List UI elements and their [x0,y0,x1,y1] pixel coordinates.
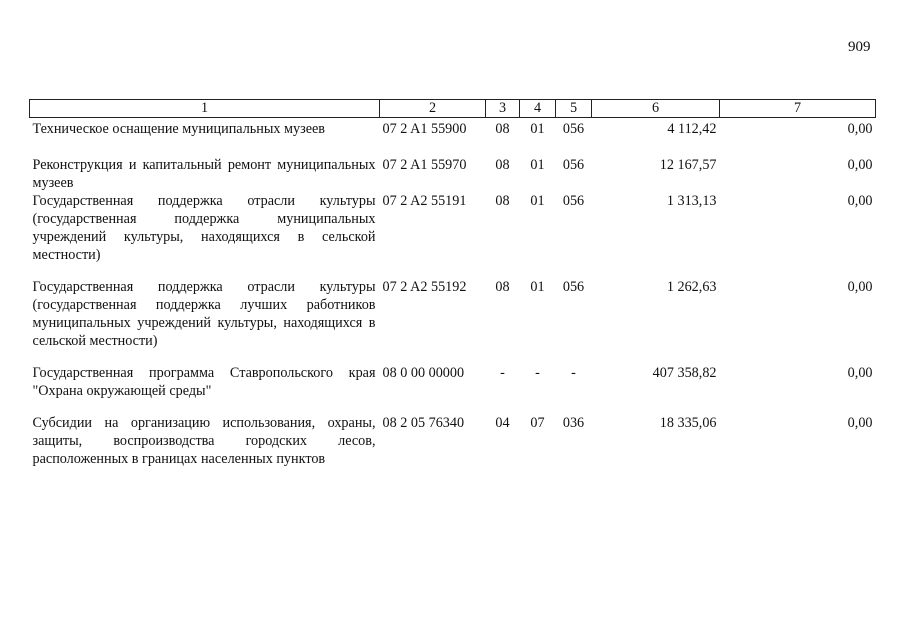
header-cell-6: 6 [592,100,720,118]
row-subsection: 01 [530,121,545,137]
row-section: 08 [495,157,510,173]
row-code: 08 0 00 00000 [382,365,465,381]
row-section: 08 [495,193,510,209]
row-amount: 12 167,57 [659,157,717,173]
row-ministry: 036 [562,415,585,431]
header-cell-3: 3 [486,100,520,118]
table-row [30,414,876,474]
header-row [30,100,876,118]
row-subsection: - [535,365,540,381]
row-name: Техническое оснащение муниципальных музеев [32,121,326,137]
header-cell-4: 4 [520,100,556,118]
table-row [30,118,876,157]
row-amount-2: 0,00 [847,365,873,381]
header-cell-5: 5 [556,100,592,118]
row-section: 04 [495,415,510,431]
row-subsection: 01 [530,279,545,295]
table-row [30,192,876,278]
row-amount: 18 335,06 [659,415,717,431]
header-cell-2: 2 [380,100,486,118]
table-row [30,278,876,364]
row-name: Государственная поддержка отрасли культуры (государственная поддержка лучших работников муниципальных учреждений культуры, находящихся в сельской местности) [32,279,376,349]
row-subsection: 01 [530,157,545,173]
row-name: Субсидии на организацию использования, охраны, защиты, воспроизводства городских лесов, расположенных в границах населенных пунктов [32,415,376,467]
row-subsection: 07 [530,415,545,431]
row-amount-2: 0,00 [847,193,873,209]
table-row [30,156,876,192]
row-section: 08 [495,121,510,137]
row-amount-2: 0,00 [847,279,873,295]
row-section: 08 [495,279,510,295]
table-row [30,364,876,414]
row-amount-2: 0,00 [847,415,873,431]
row-name: Реконструкция и капитальный ремонт муниципальных музеев [32,157,376,191]
row-amount: 1 262,63 [666,279,717,295]
row-amount-2: 0,00 [847,121,873,137]
row-ministry: 056 [562,157,585,173]
row-amount: 1 313,13 [666,193,717,209]
row-ministry: 056 [562,121,585,137]
page-number: 909 [848,39,871,55]
header-cell-1: 1 [30,100,380,118]
row-code: 07 2 A2 55191 [382,193,467,209]
row-code: 07 2 A1 55970 [382,157,467,173]
row-amount: 4 112,42 [667,121,717,137]
row-name: Государственная поддержка отрасли культуры (государственная поддержка муниципальных учреждений культуры, находящихся в сельской местности) [32,193,376,263]
row-code: 07 2 A1 55900 [382,121,467,137]
row-code: 07 2 A2 55192 [382,279,467,295]
header-cell-7: 7 [720,100,876,118]
row-code: 08 2 05 76340 [382,415,465,431]
row-subsection: 01 [530,193,545,209]
row-ministry: 056 [562,279,585,295]
row-name: Государственная программа Ставропольского края "Охрана окружающей среды" [32,365,376,399]
row-amount: 407 358,82 [652,365,717,381]
row-amount-2: 0,00 [847,157,873,173]
row-ministry: - [571,365,576,381]
row-section: - [500,365,505,381]
budget-table [29,99,876,474]
row-ministry: 056 [562,193,585,209]
